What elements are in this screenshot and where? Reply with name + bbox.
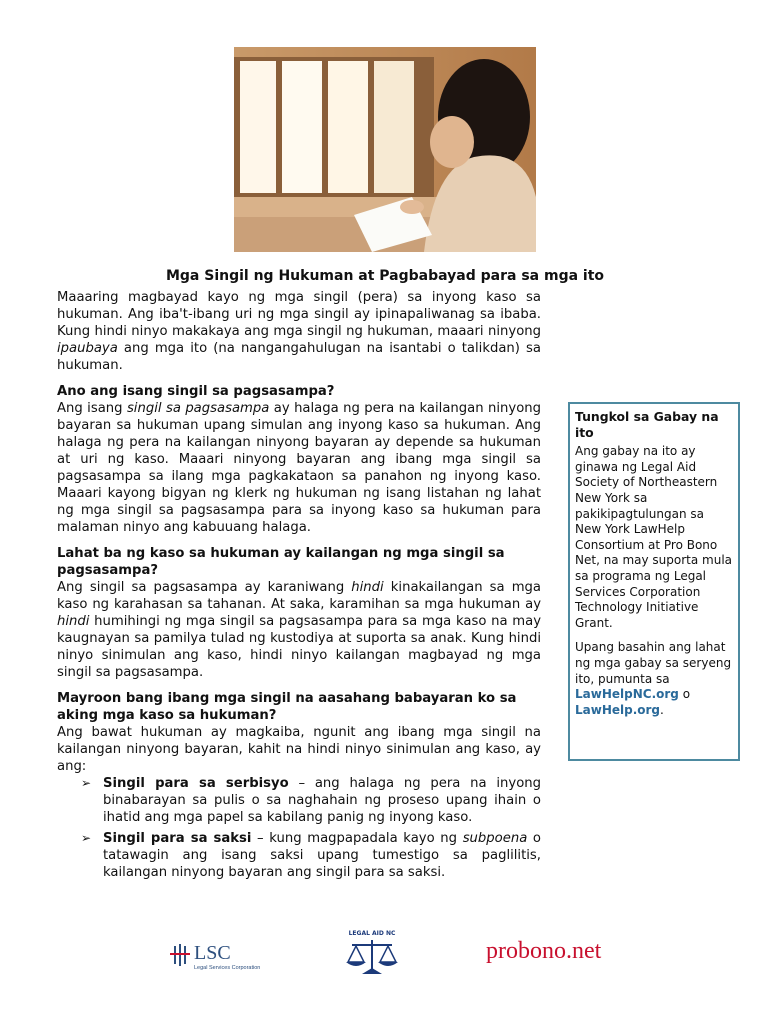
list-item: ➢ Singil para sa saksi – kung magpapadala kayo ng subpoena o tatawagin ang isang saksi upang tumestigo sa paglilitis, kailangan ninyong bayaran ang singil para sa saksi. <box>81 831 541 880</box>
section1-heading: Ano ang isang singil sa pagsasampa? <box>57 384 335 399</box>
header-photo <box>234 47 536 252</box>
list-item: ➢ Singil para sa serbisyo – ang halaga ng pera na inyong binabarayan sa pulis o sa naghahain ng proseso upang ihain o ihatid ang mga papel sa kabilang panig ng inyong kaso. <box>81 776 541 825</box>
probono-logo: probono.net <box>486 938 602 964</box>
scales-of-justice-icon <box>344 938 400 978</box>
arrow-bullet-icon: ➢ <box>81 776 92 790</box>
main-content <box>57 289 541 881</box>
woman-reading-photo <box>234 47 536 252</box>
lawhelp-link[interactable]: LawHelp.org <box>575 702 661 717</box>
section2-heading: Lahat ba ng kaso sa hukuman ay kailangan ng mga singil sa pagsasampa? <box>57 546 505 578</box>
sidebar-paragraph: Ang gabay na ito ay ginawa ng Legal Aid Society of Northeastern New York sa pakikipagtulungan sa New York LawHelp Consortium at Pro Bono Net, na may suporta mula sa programa ng Legal Services Corporation Technology Initiative Grant. <box>575 444 733 630</box>
intro-paragraph: Maaaring magbayad kayo ng mga singil (pera) sa inyong kaso sa hukuman. Ang iba't-ibang uri ng mga singil ay ipinapaliwanag sa ibaba. Kung hindi ninyo makakaya ang mga singil ng hukuman, maaari ninyong ipaubaya ang mga ito (na nangangahulugan na isantabi o talikdan) sa hukuman. <box>57 290 541 373</box>
section2-paragraph: Ang singil sa pagsasampa ay karaniwang hindi kinakailangan sa mga kaso ng karahasan sa tahanan. At saka, karamihan sa mga hukuman ay hindi humihingi ng mga singil sa pagsasampa para sa mga kaso na may kaugnayan sa pamilya tulad ng kustodiya at suporta sa anak. Kung hindi ninyo sinimulan ang kaso, hindi ninyo kailangan magbayad ng mga singil sa pagsasampa. <box>57 580 541 680</box>
legal-aid-nc-label: LEGAL AID NC <box>348 930 396 937</box>
lawhelpnc-link[interactable]: LawHelpNC.org <box>575 687 679 702</box>
section3-paragraph: Ang bawat hukuman ay magkaiba, ngunit ang ibang mga singil na kailangan ninyong bayaran, kahit na hindi ninyo sinimulan ang kaso, ay ang: <box>57 725 541 774</box>
about-guide-box <box>568 402 740 761</box>
section1-paragraph: Ang isang singil sa pagsasampa ay halaga ng pera na kailangan ninyong bayaran sa hukuman upang simulan ang inyong kaso sa hukuman. Ang halaga ng pera na kailangan ninyong bayaran ay depende sa hukuman at uri ng kaso. Maaari ninyong bayaran ang ibang mga singil sa pagsasampa sa ilang mga pagkakataon sa panahon ng inyong kaso. Maaari kayong bigyan ng klerk ng hukuman ng isang listahan ng lahat ng mga singil sa pagsasampa para sa inyong kaso sa hukuman para malaman ninyo ang kabuuang halaga. <box>57 401 541 535</box>
section3-heading: Mayroon bang ibang mga singil na aasahang babayaran ko sa aking mga kaso sa hukuman? <box>57 691 517 723</box>
sidebar-title: Tungkol sa Gabay na ito <box>575 409 719 440</box>
footer-logos <box>0 930 770 980</box>
lsc-mark-icon <box>170 944 192 966</box>
lsc-logo-text: LSC <box>194 942 231 964</box>
sidebar-links-paragraph: Upang basahin ang lahat ng mga gabay sa seryeng ito, pumunta sa LawHelpNC.org o LawHelp.org. <box>575 640 732 717</box>
fee-list <box>57 775 541 881</box>
legal-aid-nc-logo <box>344 930 400 976</box>
lsc-logo-subtitle: Legal Services Corporation <box>194 965 261 971</box>
page-title: Mga Singil ng Hukuman at Pagbabayad para sa mga ito <box>165 268 605 284</box>
arrow-bullet-icon: ➢ <box>81 831 92 845</box>
